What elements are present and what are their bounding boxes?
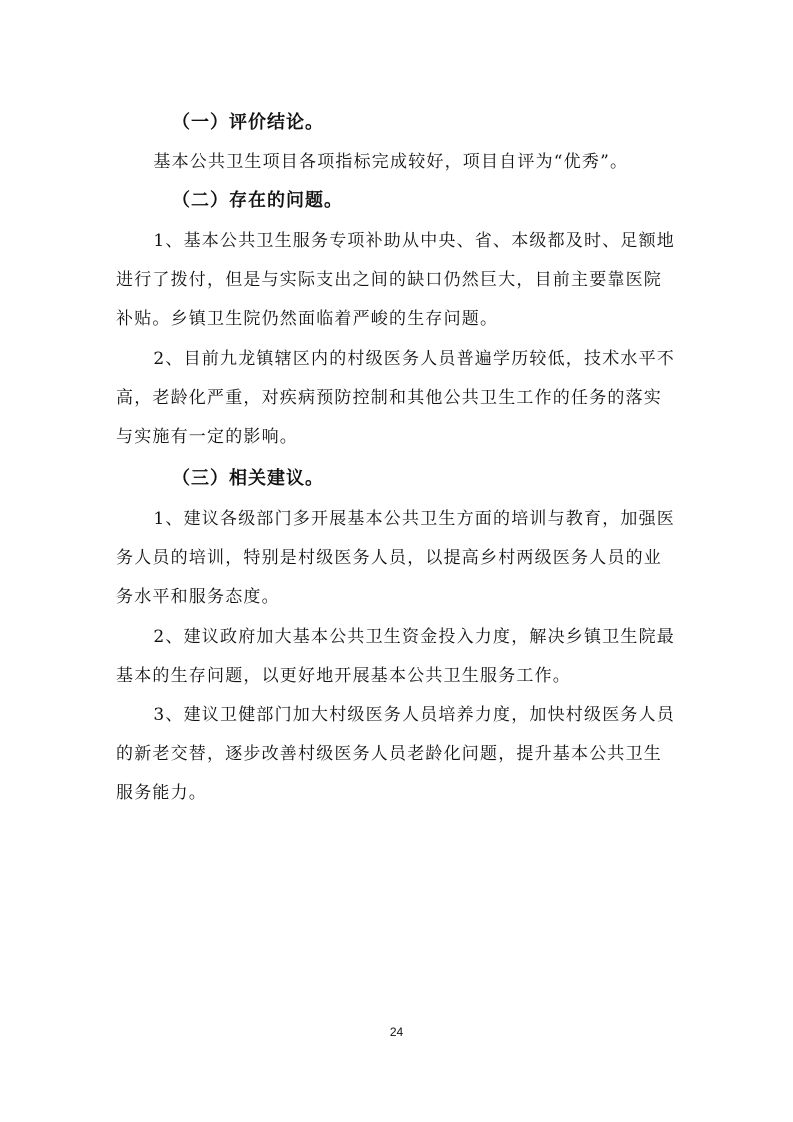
paragraph-problem-2: 2、目前九龙镇辖区内的村级医务人员普遍学历较低，技术水平不高，老龄化严重，对疾病预防控制和其他公共卫生工作的任务的落实与实施有一定的影响。 <box>116 349 676 447</box>
section-heading-suggestions: （三）相关建议。 <box>172 468 324 489</box>
paragraph-evaluation-conclusion: 基本公共卫生项目各项指标完成较好，项目自评为“优秀”。 <box>153 152 629 172</box>
section-heading-evaluation-conclusion: （一）评价结论。 <box>172 112 324 133</box>
paragraph-suggestion-2: 2、建议政府加大基本公共卫生资金投入力度，解决乡镇卫生院最基本的生存问题，以更好地开展基本公共卫生服务工作。 <box>116 627 676 686</box>
paragraph-suggestion-1: 1、建议各级部门多开展基本公共卫生方面的培训与教育，加强医务人员的培训，特别是村级医务人员，以提高乡村两级医务人员的业务水平和服务态度。 <box>116 509 676 607</box>
paragraph-problem-1: 1、基本公共卫生服务专项补助从中央、省、本级都及时、足额地进行了拨付，但是与实际支出之间的缺口仍然巨大，目前主要靠医院补贴。乡镇卫生院仍然面临着严峻的生存问题。 <box>116 231 676 329</box>
paragraph-suggestion-3: 3、建议卫健部门加大村级医务人员培养力度，加快村级医务人员的新老交替，逐步改善村级医务人员老龄化问题，提升基本公共卫生服务能力。 <box>116 705 676 803</box>
page-number: 24 <box>389 1025 404 1039</box>
section-heading-existing-problems: （二）存在的问题。 <box>172 190 343 211</box>
